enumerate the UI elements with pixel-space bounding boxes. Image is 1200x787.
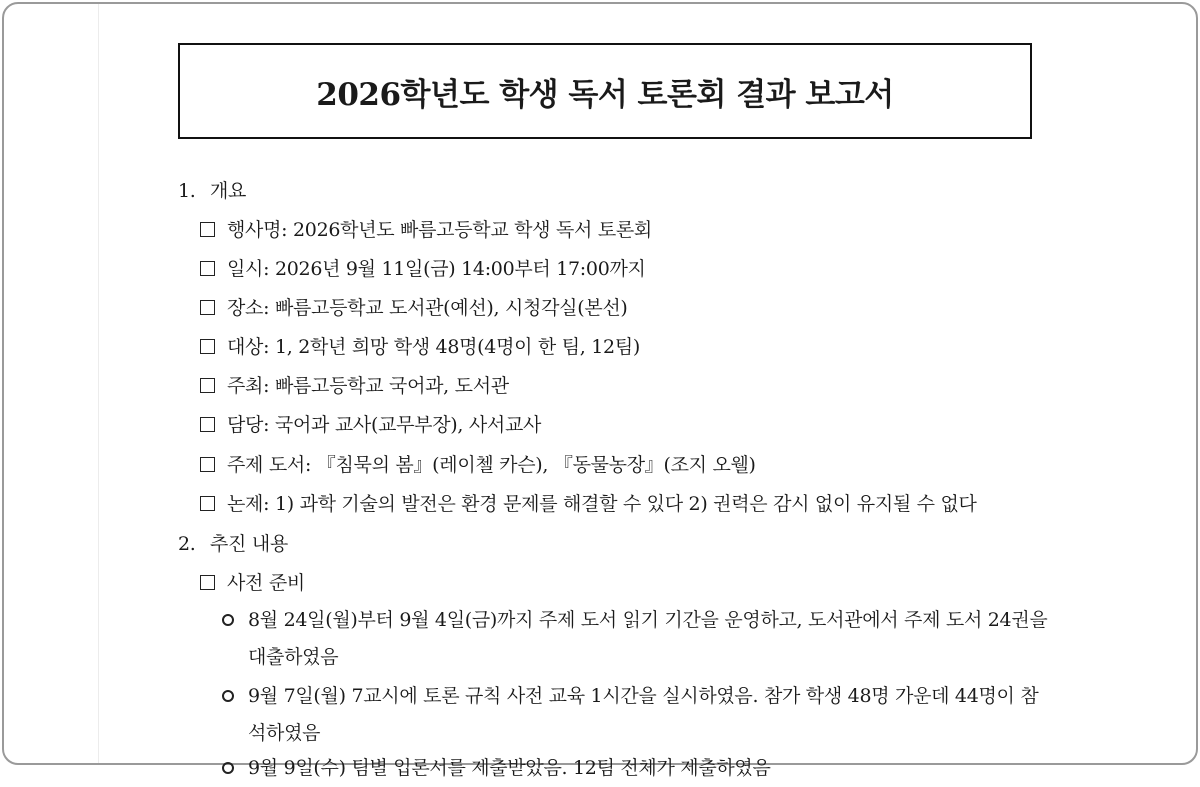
- list-item: [200, 335, 640, 359]
- checkbox-icon: [200, 222, 215, 237]
- list-item-text: 논제: 1) 과학 기술의 발전은 환경 문제를 해결할 수 있다 2) 권력은 감시 없이 유지될 수 없다: [227, 493, 977, 515]
- list-item: [200, 492, 977, 516]
- bullet-text: 9월 7일(월) 7교시에 토론 규칙 사전 교육 1시간을 실시하였음. 참가 학생 48명 가운데 44명이 참석하였음: [248, 685, 1039, 744]
- circle-bullet-icon: [222, 690, 234, 702]
- document-title: 2026학년도 학생 독서 토론회 결과 보고서: [316, 76, 894, 113]
- list-item: [200, 453, 756, 477]
- checkbox-icon: [200, 496, 215, 511]
- bullet-item: [248, 750, 1048, 787]
- section-heading-progress: [178, 532, 288, 556]
- section-heading-overview: [178, 179, 246, 203]
- bullet-text: 8월 24일(월)부터 9월 4일(금)까지 주제 도서 읽기 기간을 운영하고, 도서관에서 주제 도서 24권을 대출하였음: [248, 609, 1048, 668]
- section-title: 개요: [210, 180, 247, 202]
- checkbox-icon: [200, 575, 215, 590]
- bullet-text: 9월 9일(수) 팀별 입론서를 제출받았음. 12팀 전체가 제출하였음: [248, 757, 771, 779]
- list-item-text: 주제 도서: 『침묵의 봄』(레이첼 카슨), 『동물농장』(조지 오웰): [227, 454, 756, 476]
- list-item: [200, 571, 305, 595]
- list-item: [200, 257, 646, 281]
- checkbox-icon: [200, 300, 215, 315]
- circle-bullet-icon: [222, 762, 234, 774]
- list-item: [200, 374, 509, 398]
- section-title: 추진 내용: [210, 533, 288, 555]
- bullet-item: [248, 678, 1048, 752]
- section-number: 2.: [178, 533, 196, 555]
- list-item-text: 사전 준비: [227, 572, 305, 594]
- list-item-text: 대상: 1, 2학년 희망 학생 48명(4명이 한 팀, 12팀): [227, 336, 640, 358]
- page-margin-line: [98, 4, 99, 763]
- list-item: [200, 413, 541, 437]
- checkbox-icon: [200, 417, 215, 432]
- checkbox-icon: [200, 339, 215, 354]
- checkbox-icon: [200, 378, 215, 393]
- bullet-item: [248, 602, 1048, 676]
- list-item-text: 주최: 빠름고등학교 국어과, 도서관: [227, 375, 509, 397]
- list-item: [200, 218, 652, 242]
- list-item-text: 담당: 국어과 교사(교무부장), 사서교사: [227, 414, 542, 436]
- list-item: [200, 296, 628, 320]
- list-item-text: 장소: 빠름고등학교 도서관(예선), 시청각실(본선): [227, 297, 628, 319]
- list-item-text: 행사명: 2026학년도 빠름고등학교 학생 독서 토론회: [227, 219, 652, 241]
- document-frame: [2, 2, 1198, 779]
- checkbox-icon: [200, 457, 215, 472]
- checkbox-icon: [200, 261, 215, 276]
- list-item-text: 일시: 2026년 9월 11일(금) 14:00부터 17:00까지: [227, 258, 646, 280]
- section-number: 1.: [178, 180, 196, 202]
- title-box: [178, 43, 1032, 139]
- circle-bullet-icon: [222, 614, 234, 626]
